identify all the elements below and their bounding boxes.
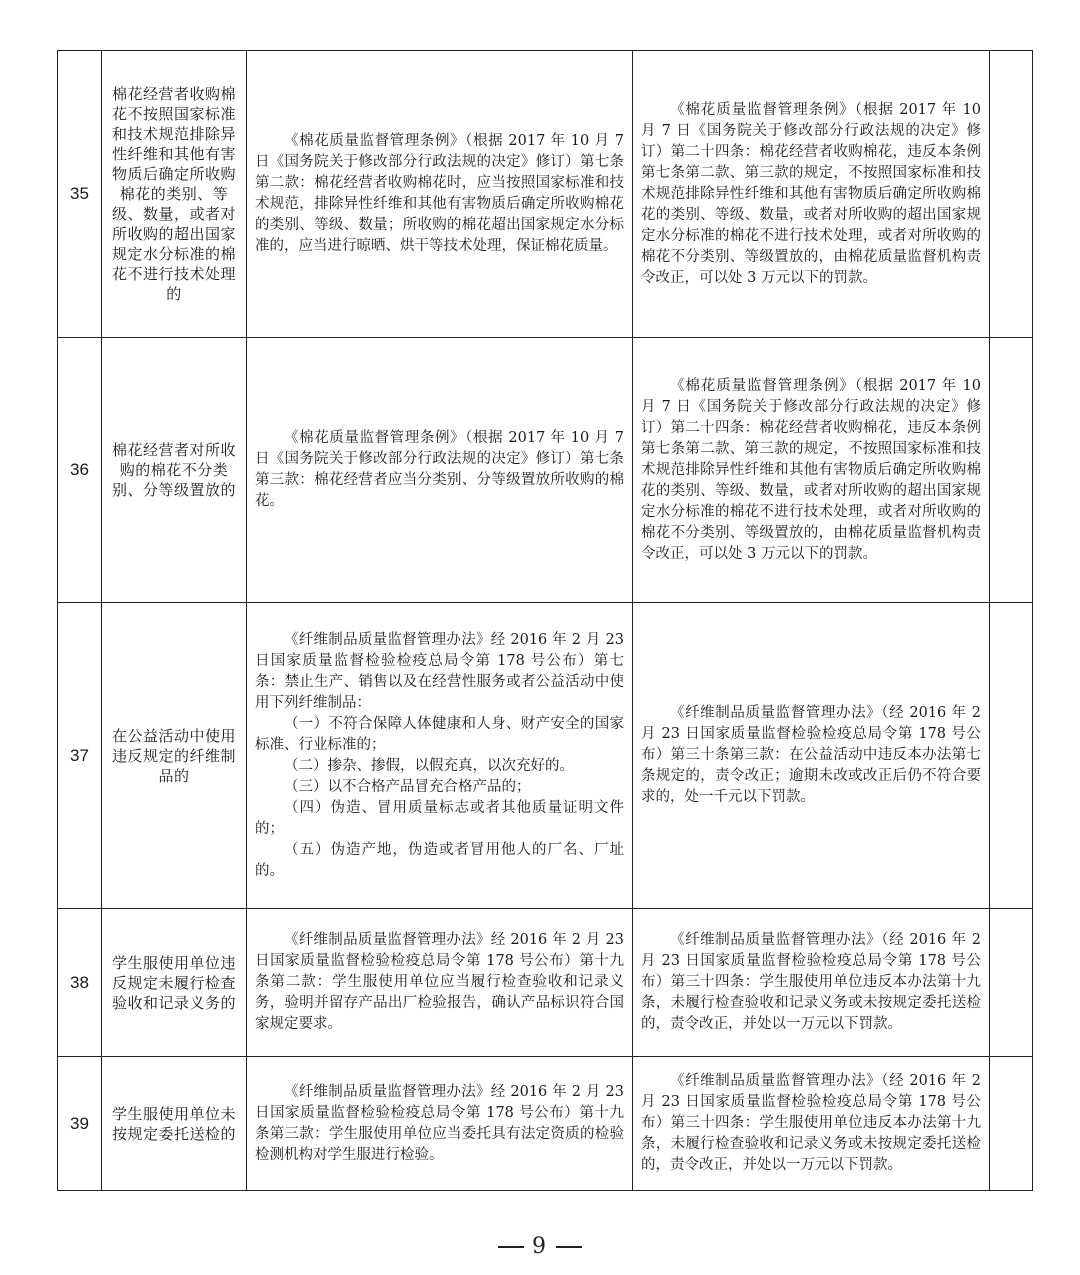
legal-basis-cell [247, 1057, 633, 1191]
legal-basis-text: 《棉花质量监督管理条例》（根据 2017 年 10 月 7 日《国务院关于修改部分行政法规的决定》修订）第七条第二款：棉花经营者收购棉花时，应当按照国家标准和技术规范，排除异性纤维和其他有害物质后确定所收购棉花的类别、等级、数量；所收购的棉花超出国家规定水分标准的，应当进行晾晒、烘干等技术处理，保证棉花质量。 [255, 133, 624, 254]
violation-text: 棉花经营者对所收购的棉花不分类别、分等级置放的 [111, 441, 236, 499]
legal-basis-clause: （四）伪造、冒用质量标志或者其他质量证明文件的； [255, 799, 624, 837]
penalty-text: 《纤维制品质量监督管理办法》（经 2016 年 2 月 23 日国家质量监督检验检疫总局令第 178 号公布）第三十四条：学生服使用单位违反本办法第十九条，未履行检查验收和记录义务或未按规定委托送检的，责令改正，并处以一万元以下罚款。 [641, 932, 981, 1032]
violation-cell [102, 909, 247, 1057]
penalty-cell [633, 51, 990, 338]
legal-basis-text: 《棉花质量监督管理条例》（根据 2017 年 10 月 7 日《国务院关于修改部分行政法规的决定》修订）第七条第三款：棉花经营者应当分类别、分等级置放所收购的棉花。 [255, 430, 624, 509]
empty-cell [990, 1057, 1033, 1191]
row-number: 39 [58, 1057, 102, 1191]
violation-text: 棉花经营者收购棉花不按照国家标准和技术规范排除异性纤维和其他有害物质后确定所收购棉花的类别、等级、数量，或者对所收购的超出国家规定水分标准的棉花不进行技术处理的 [111, 85, 236, 303]
violation-cell [102, 1057, 247, 1191]
violation-cell [102, 338, 247, 603]
legal-basis-cell [247, 338, 633, 603]
table-row [58, 51, 1033, 338]
legal-basis-clause: （五）伪造产地，伪造或者冒用他人的厂名、厂址的。 [255, 841, 624, 879]
table-row [58, 603, 1033, 909]
row-number: 37 [58, 603, 102, 909]
violation-cell [102, 603, 247, 909]
legal-basis-cell [247, 603, 633, 909]
empty-cell [990, 603, 1033, 909]
row-number: 35 [58, 51, 102, 338]
table-row [58, 338, 1033, 603]
legal-basis-clause: （二）掺杂、掺假，以假充真，以次充好的。 [284, 757, 574, 774]
empty-cell [990, 51, 1033, 338]
penalty-cell [633, 1057, 990, 1191]
legal-basis-cell [247, 909, 633, 1057]
violation-cell [102, 51, 247, 338]
empty-cell [990, 909, 1033, 1057]
penalty-cell [633, 338, 990, 603]
page-number-value: 9 [532, 1234, 548, 1259]
penalty-cell [633, 909, 990, 1057]
penalty-text: 《棉花质量监督管理条例》（根据 2017 年 10 月 7 日《国务院关于修改部分行政法规的决定》修订）第二十四条：棉花经营者收购棉花，违反本条例第七条第二款、第三款的规定，不按照国家标准和技术规范排除异性纤维和其他有害物质后确定所收购棉花的类别、等级、数量，或者对所收购的超出国家规定水分标准的棉花不进行技术处理，或者对所收购的棉花不分类别、等级置放的，由棉花质量监督机构责令改正，可以处 3 万元以下的罚款。 [641, 377, 981, 562]
penalty-text: 《纤维制品质量监督管理办法》（经 2016 年 2 月 23 日国家质量监督检验检疫总局令第 178 号公布）第三十条第三款：在公益活动中违反本办法第七条规定的，责令改正；逾期未改或改正后仍不符合要求的，处一千元以下罚款。 [641, 705, 981, 805]
row-number: 38 [58, 909, 102, 1057]
violation-text: 在公益活动中使用违反规定的纤维制品的 [111, 726, 236, 785]
legal-basis-cell [247, 51, 633, 338]
legal-basis-clause: （三）以不合格产品冒充合格产品的； [284, 778, 531, 795]
penalty-text: 《棉花质量监督管理条例》（根据 2017 年 10 月 7 日《国务院关于修改部分行政法规的决定》修订）第二十四条：棉花经营者收购棉花，违反本条例第七条第二款、第三款的规定，不按照国家标准和技术规范排除异性纤维和其他有害物质后确定所收购棉花的类别、等级、数量，或者对所收购的超出国家规定水分标准的棉花不进行技术处理，或者对所收购的棉花不分类别、等级置放的，由棉花质量监督机构责令改正，可以处 3 万元以下的罚款。 [641, 101, 981, 286]
regulation-table [57, 50, 1033, 1191]
page-number [0, 1234, 1080, 1259]
violation-text: 学生服使用单位未按规定委托送检的 [111, 1104, 236, 1143]
table-row [58, 1057, 1033, 1191]
page-number-dash [498, 1246, 524, 1248]
penalty-cell [633, 603, 990, 909]
table-row [58, 909, 1033, 1057]
row-number: 36 [58, 338, 102, 603]
legal-basis-clause: （一）不符合保障人体健康和人身、财产安全的国家标准、行业标准的； [255, 715, 624, 753]
legal-basis-text: 《纤维制品质量监督管理办法》经 2016 年 2 月 23 日国家质量监督检验检疫总局令第 178 号公布）第十九条第二款：学生服使用单位应当履行检查验收和记录义务，验明并留存产品出厂检验报告，确认产品标识符合国家规定要求。 [255, 932, 624, 1032]
empty-cell [990, 338, 1033, 603]
violation-text: 学生服使用单位违反规定未履行检查验收和记录义务的 [111, 953, 236, 1012]
legal-basis-text: 《纤维制品质量监督管理办法》经 2016 年 2 月 23 日国家质量监督检验检疫总局令第 178 号公布）第七条：禁止生产、销售以及在经营性服务或者公益活动中使用下列纤维制品： [255, 631, 624, 711]
page-number-dash [556, 1246, 582, 1248]
legal-basis-text: 《纤维制品质量监督管理办法》经 2016 年 2 月 23 日国家质量监督检验检疫总局令第 178 号公布）第十九条第三款：学生服使用单位应当委托具有法定资质的检验检测机构对学生服进行检验。 [255, 1083, 624, 1163]
penalty-text: 《纤维制品质量监督管理办法》（经 2016 年 2 月 23 日国家质量监督检验检疫总局令第 178 号公布）第三十四条：学生服使用单位违反本办法第十九条，未履行检查验收和记录义务或未按规定委托送检的，责令改正，并处以一万元以下罚款。 [641, 1073, 981, 1173]
